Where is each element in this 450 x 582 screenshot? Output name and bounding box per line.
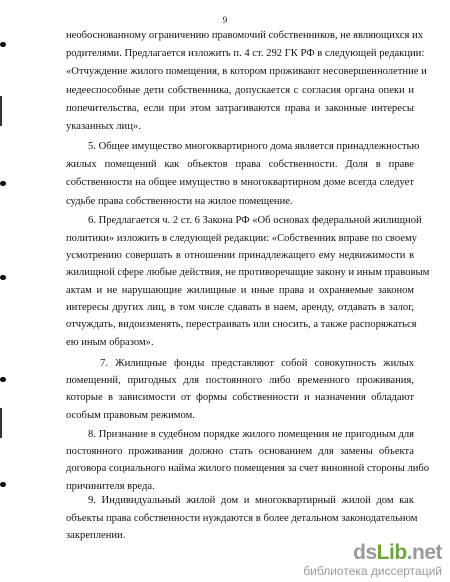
watermark-logo-lib: Lib xyxy=(376,541,407,564)
text-line: указанных лиц». xyxy=(66,121,141,132)
binding-strip xyxy=(0,96,2,126)
text-line: усмотрению совершать в отношении принадлежащего ему недвижимости в xyxy=(66,250,414,261)
text-line: собственности на общее имущество в многоквартирном доме всегда следует xyxy=(66,177,414,188)
text-line: жилищной сфере любые действия, не противоречащие закону и иным правовым xyxy=(66,267,430,278)
text-line: причинителя вреда. xyxy=(66,481,155,492)
text-line: жилых помещений как объектов права собственности. Доля в праве xyxy=(66,159,414,170)
text-line: договора социального найма жилого помещения за счет виновной стороны либо xyxy=(66,463,430,474)
binding-strip xyxy=(0,408,2,438)
text-line: объекты права собственности нуждаются в более детальном законодательном xyxy=(66,513,418,524)
text-line: судьбе права собственности на жилое помещение. xyxy=(66,196,293,207)
binding-mark xyxy=(0,377,6,382)
text-line: необоснованному ограничению правомочий собственников, не являющихся их xyxy=(66,30,423,41)
watermark-caption: библиотека диссертаций xyxy=(303,564,442,578)
text-line: которые в зависимости от формы собственности и назначения обладают xyxy=(66,392,414,403)
binding-mark xyxy=(0,181,6,186)
text-line: 8. Признание в судебном порядке жилого помещения не пригодным для xyxy=(88,429,414,440)
text-line: недееспособные дети собственника, допускается с согласия органа опеки и xyxy=(66,85,414,96)
binding-mark xyxy=(0,275,6,280)
watermark-logo-ds: ds xyxy=(353,541,377,564)
text-line: родителями. Предлагается изложить п. 4 ст. 292 ГК РФ в следующей редакции: xyxy=(66,48,425,59)
text-line: 9. Индивидуальный жилой дом и многоквартирный жилой дом как xyxy=(88,495,414,506)
binding-mark xyxy=(0,42,6,47)
text-line: отчуждать, видоизменять, перестраивать или сносить, а также распоряжаться xyxy=(66,319,417,330)
page-number: 9 xyxy=(222,15,228,25)
text-line: 7. Жилищные фонды представляют собой совокупность жилых xyxy=(100,358,414,369)
text-line: закреплении. xyxy=(66,530,126,541)
text-line: постоянного проживания должно стать основанием для замены объекта xyxy=(66,446,414,457)
text-line: особым правовым режимом. xyxy=(66,410,195,421)
watermark-logo-net: .net xyxy=(406,541,442,564)
text-line: 6. Предлагается ч. 2 ст. 6 Закона РФ «Об основах федеральной жилищной xyxy=(88,215,422,226)
text-line: 5. Общее имущество многоквартирного дома является принадлежностью xyxy=(88,141,420,152)
watermark xyxy=(303,542,442,578)
text-line: политики» изложить в следующей редакции: «Собственник вправе по своему xyxy=(66,233,417,244)
text-line: попечительства, если при этом затрагиваются права и законные интересы xyxy=(66,103,414,114)
text-line: актам и не нарушающие жилищные и иные права и охраняемые законом xyxy=(66,285,414,296)
watermark-logo xyxy=(303,542,442,564)
text-line: помещений, пригодных для постоянного либо временного проживания, xyxy=(66,375,414,386)
binding-mark xyxy=(0,482,6,487)
text-line: интересы других лиц, в том числе сдавать в наем, аренду, отдавать в залог, xyxy=(66,302,414,313)
text-line: ею иным образом». xyxy=(66,337,154,348)
text-line: «Отчуждение жилого помещения, в котором проживают несовершеннолетние и xyxy=(66,66,427,77)
